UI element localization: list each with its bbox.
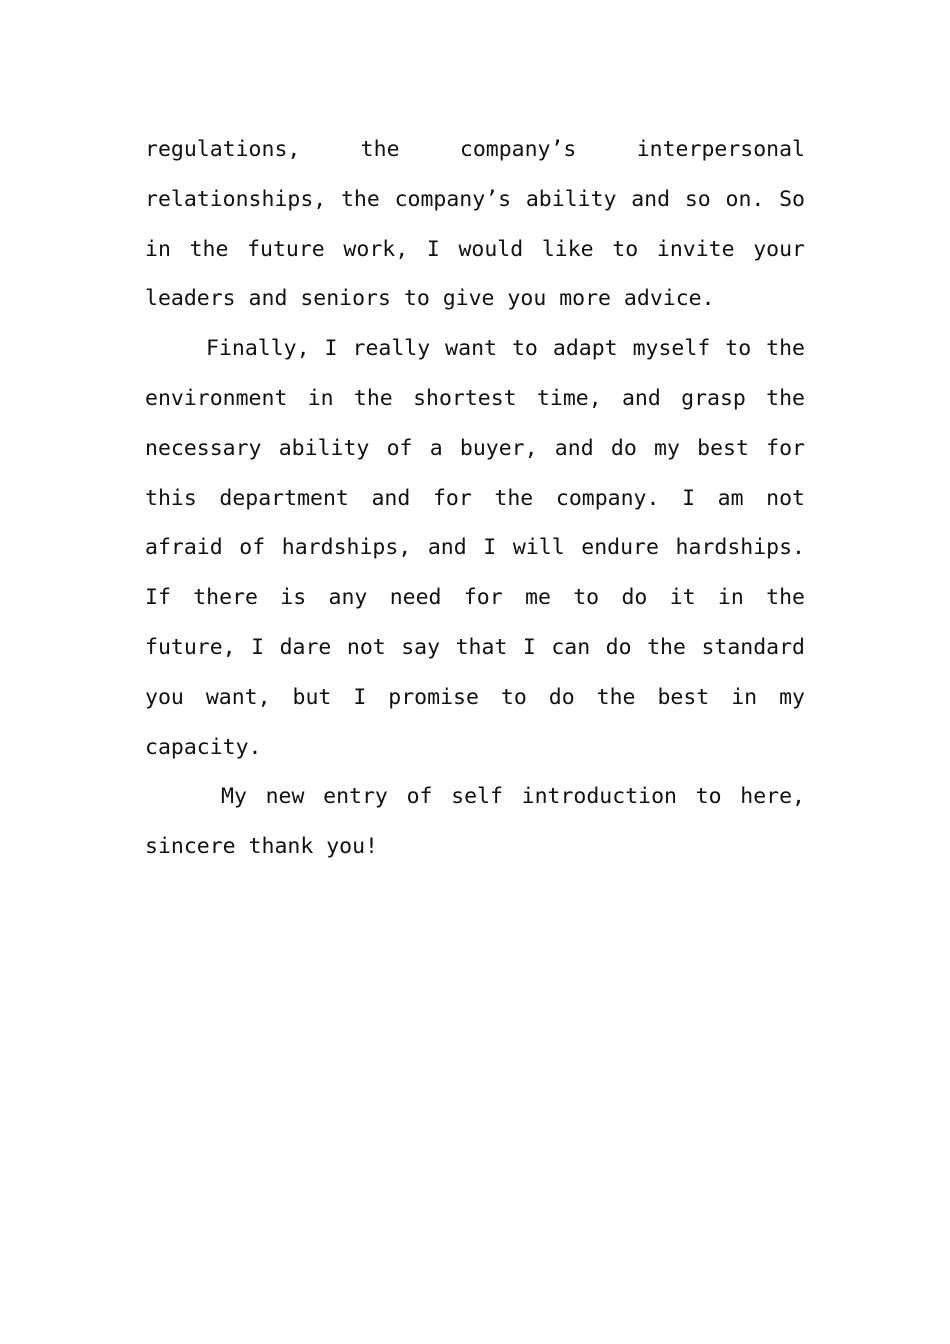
paragraph-finally: Finally, I really want to adapt myself to the environment in the shortest time, and grasp the necessary ability of a buyer, and do my best for this department and for the company. I am not afraid of hardships, and I will endure hardships. If there is any need for me to do it in the future, I dare not say that I can do the standard you want, but I promise to do the best in my capacity. [145,336,805,760]
body-text [145,125,805,872]
paragraph-continuation: regulations, the company’s interpersonal relationships, the company’s ability and so on. So in the future work, I would like to invite your leaders and seniors to give you more advice. [145,137,805,312]
paragraph-closing: My new entry of self introduction to here, sincere thank you! [145,784,805,860]
